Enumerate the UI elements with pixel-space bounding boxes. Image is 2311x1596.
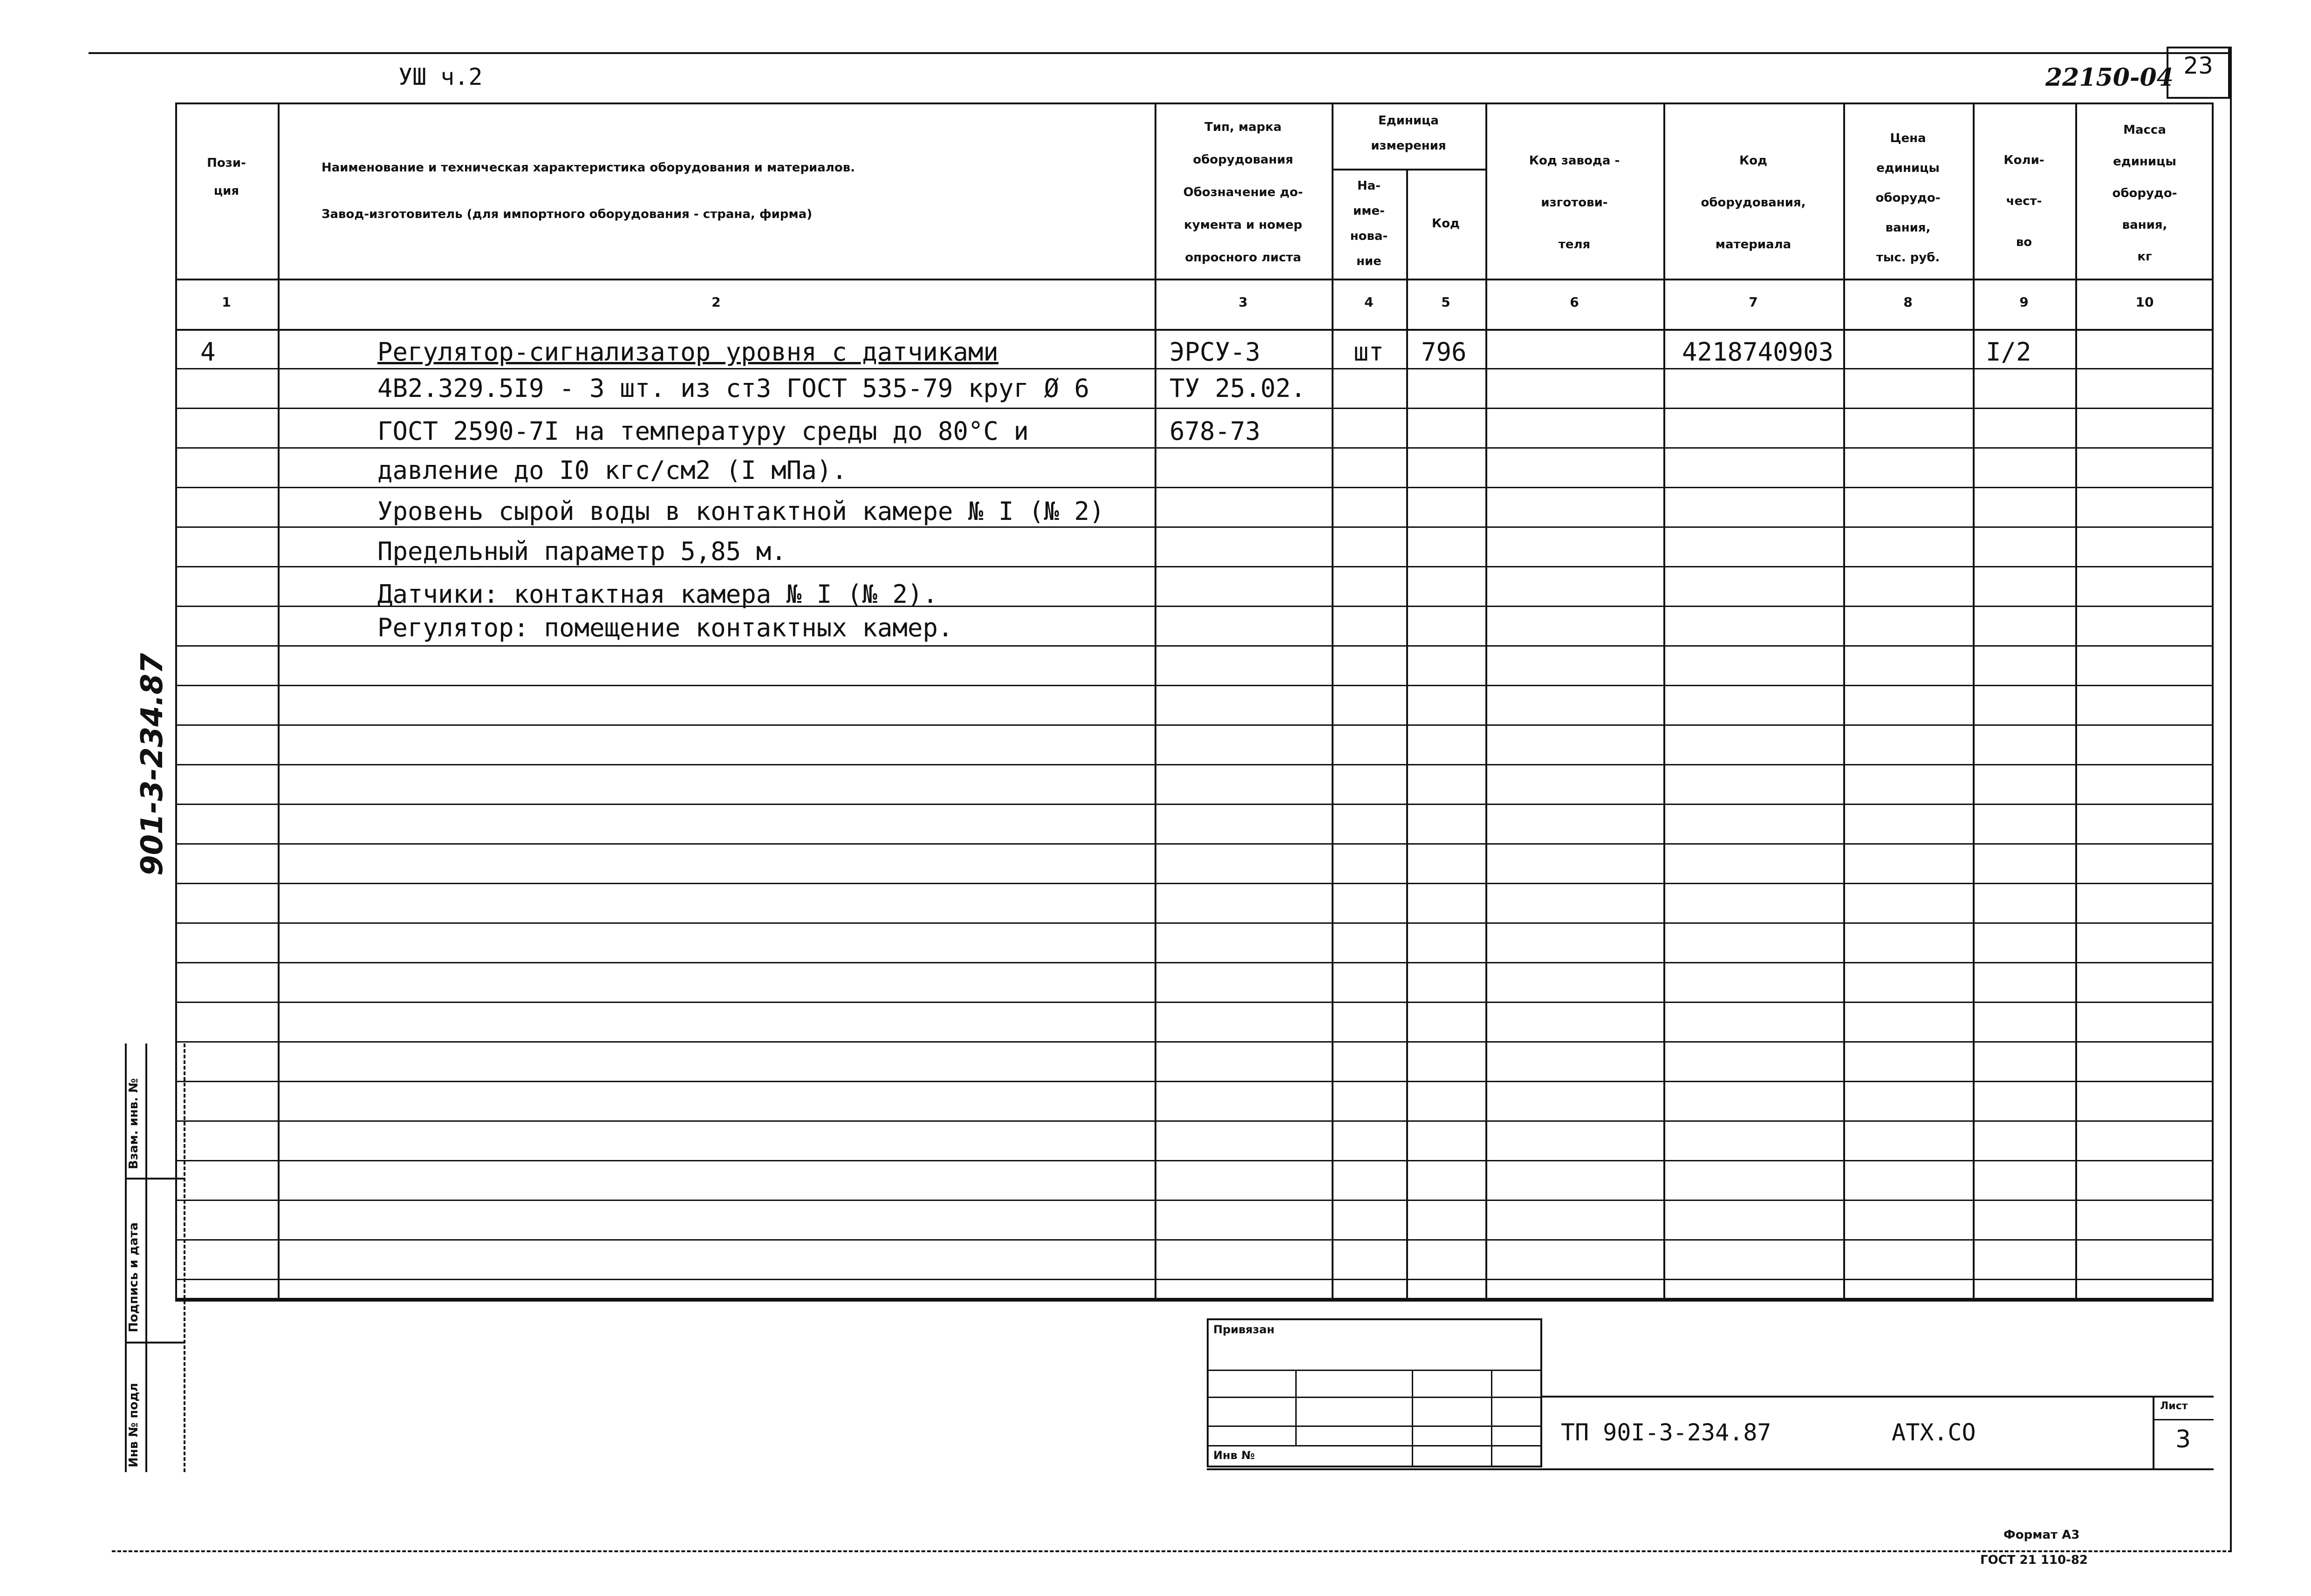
header-position: Пози- ция bbox=[207, 156, 246, 198]
header-unit-code: Код bbox=[1431, 217, 1460, 231]
row-line bbox=[175, 1239, 2214, 1241]
row-0-quantity: I/2 bbox=[1986, 337, 2031, 367]
doc-code: ТП 90I-3-234.87 bbox=[1561, 1419, 1771, 1446]
row-line bbox=[175, 447, 2214, 449]
colnum-9: 9 bbox=[2019, 294, 2029, 310]
side-substitute-inv: Взам. инв. № bbox=[127, 1078, 141, 1169]
header-quantity: Коли- чест- во bbox=[2003, 153, 2044, 249]
colnum-1: 1 bbox=[222, 294, 231, 310]
row-7-name: Регулятор: помещение контактных камер. bbox=[377, 613, 953, 642]
row-6-name: Датчики: контактная камера № I (№ 2). bbox=[377, 580, 938, 609]
colnum-2: 2 bbox=[711, 294, 721, 310]
row-4-name: Уровень сырой воды в контактной камере № I (№ 2) bbox=[377, 497, 1105, 526]
header-unit-name: На- име- нова- ние bbox=[1350, 179, 1388, 268]
linked-label: Привязан bbox=[1213, 1323, 1275, 1336]
header-type: Тип, марка оборудования Обозначение до- кумента и номер опросного листа bbox=[1183, 120, 1303, 265]
row-0-unit: шт bbox=[1354, 337, 1384, 367]
row-line bbox=[175, 1160, 2214, 1161]
row-line bbox=[175, 843, 2214, 845]
colnum-5: 5 bbox=[1441, 294, 1450, 310]
inv-label: Инв № bbox=[1213, 1449, 1255, 1462]
doc-code-line bbox=[1542, 1396, 2214, 1398]
sheet-number: 3 bbox=[2175, 1425, 2191, 1453]
row-1-type: ТУ 25.02. bbox=[1169, 374, 1306, 403]
side-sign-date: Подпись и дата bbox=[127, 1222, 141, 1332]
row-0-position: 4 bbox=[200, 337, 216, 367]
corner-number: 23 bbox=[2183, 52, 2213, 79]
col-line-4 bbox=[1406, 169, 1408, 1300]
right-frame-line bbox=[2230, 47, 2232, 1551]
side-stamp-divider-1 bbox=[125, 1178, 185, 1180]
colnum-8: 8 bbox=[1903, 294, 1913, 310]
side-document-number: 901-3-234.87 bbox=[135, 653, 170, 876]
row-5-name: Предельный параметр 5,85 м. bbox=[377, 537, 786, 566]
side-stamp-divider-2 bbox=[125, 1342, 185, 1344]
row-line bbox=[175, 1120, 2214, 1122]
header-price: Цена единицы оборудо- вания, тыс. руб. bbox=[1875, 131, 1941, 265]
colnum-10: 10 bbox=[2135, 294, 2154, 310]
row-line bbox=[175, 1041, 2214, 1043]
row-line bbox=[175, 645, 2214, 647]
bottom-frame-line bbox=[112, 1550, 2232, 1552]
format-label: Формат А3 bbox=[2003, 1528, 2080, 1542]
side-stamp-inner-line bbox=[145, 1044, 147, 1472]
header-bottom-line bbox=[175, 279, 2214, 280]
row-line bbox=[175, 526, 2214, 528]
row-line bbox=[175, 1279, 2214, 1280]
row-line bbox=[175, 724, 2214, 726]
row-line bbox=[175, 764, 2214, 765]
row-0-equipment-code: 4218740903 bbox=[1682, 337, 1834, 367]
row-line bbox=[175, 368, 2214, 369]
header-plant-code: Код завода - изготови- теля bbox=[1529, 154, 1620, 252]
top-left-label: УШ ч.2 bbox=[398, 63, 483, 90]
header-unit-group: Единица измерения bbox=[1371, 114, 1446, 153]
row-2-type: 678-73 bbox=[1169, 416, 1261, 446]
row-line bbox=[175, 685, 2214, 686]
row-line bbox=[175, 1002, 2214, 1003]
sheet-label: Лист bbox=[2160, 1400, 2188, 1412]
colnum-bottom-line bbox=[175, 329, 2214, 331]
colnum-4: 4 bbox=[1364, 294, 1374, 310]
row-3-name: давление до I0 кгс/см2 (I мПа). bbox=[377, 456, 847, 485]
colnum-6: 6 bbox=[1570, 294, 1579, 310]
side-orig-inv: Инв № подл bbox=[127, 1383, 141, 1467]
title-block-top bbox=[175, 1300, 2214, 1302]
title-block-bottom bbox=[1207, 1468, 2214, 1470]
row-1-name: 4В2.329.5I9 - 3 шт. из ст3 ГОСТ 535-79 круг Ø 6 bbox=[377, 374, 1090, 403]
row-line bbox=[175, 1200, 2214, 1201]
top-right-code: 22150-04 bbox=[2045, 63, 2174, 92]
row-line bbox=[175, 922, 2214, 924]
unit-group-divider bbox=[1332, 169, 1485, 171]
linked-box-col-3 bbox=[1491, 1370, 1492, 1467]
row-0-unit-code: 796 bbox=[1421, 337, 1467, 367]
row-0-type: ЭРСУ-3 bbox=[1169, 337, 1261, 367]
header-name: Наименование и техническая характеристика оборудования и материалов. Завод-изготовитель (для импортного оборудования - страна, фирма) bbox=[321, 161, 855, 221]
row-line bbox=[175, 804, 2214, 805]
row-line bbox=[175, 566, 2214, 567]
row-0-name: Регулятор-сигнализатор уровня с датчиками bbox=[377, 337, 998, 367]
top-frame-line bbox=[89, 52, 2232, 54]
header-mass: Масса единицы оборудо- вания, кг bbox=[2112, 123, 2177, 264]
row-line bbox=[175, 487, 2214, 488]
row-line bbox=[175, 1081, 2214, 1082]
row-2-name: ГОСТ 2590-7I на температуру среды до 80°С и bbox=[377, 416, 1029, 446]
sheet-number-divider bbox=[2153, 1419, 2214, 1420]
gost-label: ГОСТ 21 110-82 bbox=[1980, 1553, 2088, 1567]
doc-mark: АТХ.СО bbox=[1892, 1419, 1976, 1446]
row-line bbox=[175, 883, 2214, 884]
linked-box-col-1 bbox=[1295, 1370, 1297, 1445]
colnum-7: 7 bbox=[1749, 294, 1758, 310]
header-equipment-code: Код оборудования, материала bbox=[1701, 154, 1806, 252]
row-line bbox=[175, 408, 2214, 409]
colnum-3: 3 bbox=[1238, 294, 1248, 310]
row-line bbox=[175, 962, 2214, 963]
linked-box-col-2 bbox=[1412, 1370, 1413, 1467]
